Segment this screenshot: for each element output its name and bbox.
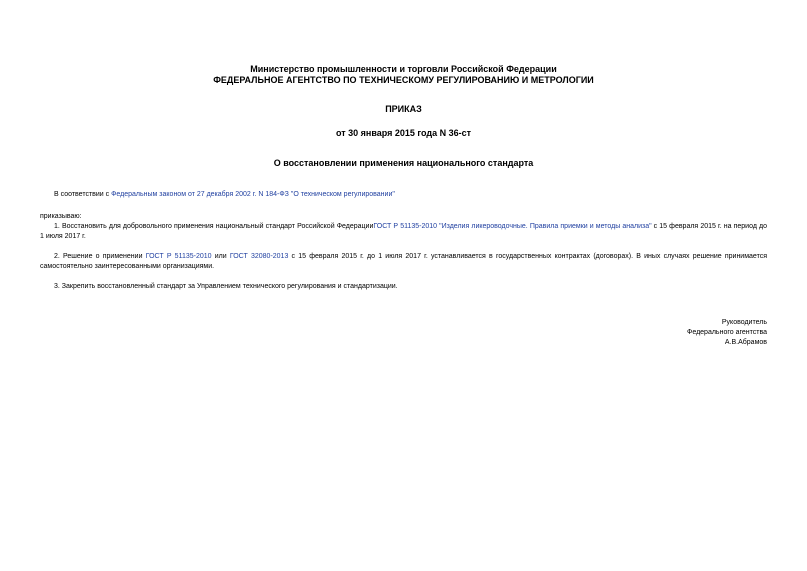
signature-title-1: Руководитель: [721, 319, 767, 326]
item-2-mid: или: [211, 253, 230, 260]
doc-date-number: от 30 января 2015 года N 36-ст: [335, 128, 472, 138]
federal-law-link[interactable]: Федеральным законом от 27 декабря 2002 г. N 184-ФЗ "О техническом регулировании": [111, 191, 395, 198]
order-word: приказываю:: [40, 213, 82, 220]
agency-name: ФЕДЕРАЛЬНОЕ АГЕНТСТВО ПО ТЕХНИЧЕСКОМУ РЕГУЛИРОВАНИЮ И МЕТРОЛОГИИ: [213, 75, 594, 85]
item-1-paragraph: [40, 222, 767, 242]
item-2-suffix: с 15 февраля 2015 г. до 1 июля 2017 г. устанавливается в государственных контрактах (договорах). В иных случаях решение принимается самостоятельно заинтересованными организациями.: [40, 253, 768, 270]
item-2-prefix: 2. Решение о применении: [54, 253, 146, 260]
doc-type: ПРИКАЗ: [385, 104, 422, 114]
ministry-name: Министерство промышленности и торговли Российской Федерации: [250, 64, 557, 74]
signature-title-2: Федерального агентства: [687, 329, 767, 336]
item-2-paragraph: [40, 252, 767, 272]
signature-block: [687, 318, 767, 348]
signature-name: А.В.Абрамов: [724, 339, 767, 346]
item-3-paragraph: 3. Закрепить восстановленный стандарт за Управлением технического регулирования и стандартизации.: [54, 283, 398, 290]
gost-32080-link[interactable]: ГОСТ 32080-2013: [229, 253, 289, 260]
document-page: [40, 64, 767, 292]
gost-51135-short-link[interactable]: ГОСТ Р 51135-2010: [145, 253, 212, 260]
doc-subject: О восстановлении применения национального стандарта: [273, 158, 534, 168]
item-1-suffix: с 15 февраля 2015 г. на период до 1 июля 2017 г.: [40, 223, 767, 240]
preamble-paragraph: [40, 190, 767, 200]
item-1-prefix: 1. Восстановить для добровольного применения национальный стандарт Российской Федерации: [54, 223, 374, 230]
preamble-prefix: В соответствии с: [54, 191, 112, 198]
document-body: [40, 190, 767, 292]
document-header: [40, 64, 767, 86]
gost-51135-link[interactable]: ГОСТ Р 51135-2010 "Изделия ликероводочные. Правила приемки и методы анализа": [373, 223, 652, 230]
